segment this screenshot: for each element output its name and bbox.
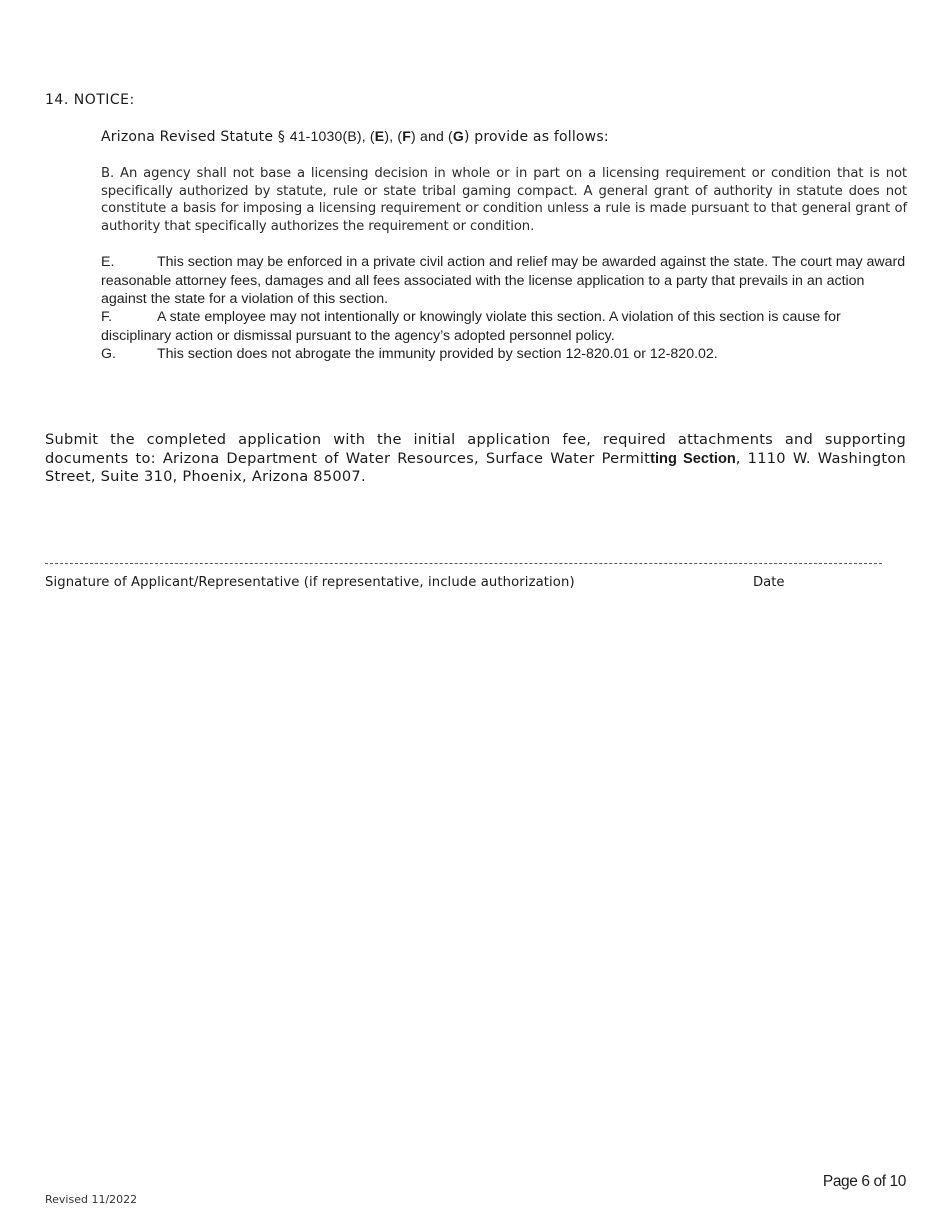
submit-instructions xyxy=(45,431,906,487)
statute-letter-e: E xyxy=(374,128,385,144)
list-item-letter: E. xyxy=(101,254,115,270)
submit-text-end: , 1110 W. Washington Street, Suite 310, Phoenix, Arizona 85007. xyxy=(45,449,906,486)
list-item-g xyxy=(101,345,907,364)
submit-text-start: Submit the completed application with the initial application fee, required attachments and supporting documents to: Arizona Department of Water Resources, Surface Water Permit xyxy=(45,431,906,467)
statute-prefix: Arizona Revised Statute § xyxy=(101,129,290,145)
list-item-f xyxy=(101,308,907,345)
list-item-letter: F. xyxy=(101,309,113,325)
statute-intro xyxy=(101,128,609,145)
statute-ref: 41-1030(B), ( xyxy=(289,128,375,144)
paragraph-b: B. An agency shall not base a licensing decision in whole or in part on a licensing requirement or condition that is not specifically authorized by statute, rule or state tribal gaming compact. A general grant of authority in statute does not constitute a basis for imposing a licensing requirement or condition unless a rule is made pursuant to that general grant of authority that specifically authorizes the requirement or condition. xyxy=(101,166,907,235)
page-number: Page 6 of 10 xyxy=(822,1173,906,1190)
statute-sep-2: ) and ( xyxy=(411,128,453,144)
list-item-text: This section does not abrogate the immunity provided by section 12-820.01 or 12-820.02. xyxy=(157,346,718,362)
list-item-text: This section may be enforced in a private civil action and relief may be awarded against the state. The court may award reasonable attorney fees, damages and all fees associated with the license application to a party that prevails in an action against the state for a violation of this section. xyxy=(101,254,906,307)
signature-label: Signature of Applicant/Representative (if representative, include authorization) xyxy=(45,575,575,590)
statute-suffix: ) provide as follows: xyxy=(463,129,609,145)
list-item-text: A state employee may not intentionally or knowingly violate this section. A violation of this section is cause for disciplinary action or dismissal pursuant to the agency’s adopted personnel policy. xyxy=(101,309,841,344)
list-item-e xyxy=(101,253,907,309)
signature-line xyxy=(45,563,882,564)
submit-text-bold: ting Section xyxy=(650,450,736,467)
statute-letter-g: G xyxy=(452,128,464,144)
date-label: Date xyxy=(753,575,785,590)
statute-sep-1: ), ( xyxy=(384,128,403,144)
revised-date: Revised 11/2022 xyxy=(45,1193,138,1206)
statute-letter-f: F xyxy=(402,128,412,144)
section-heading: 14. NOTICE: xyxy=(45,92,135,108)
list-item-letter: G. xyxy=(101,346,116,362)
